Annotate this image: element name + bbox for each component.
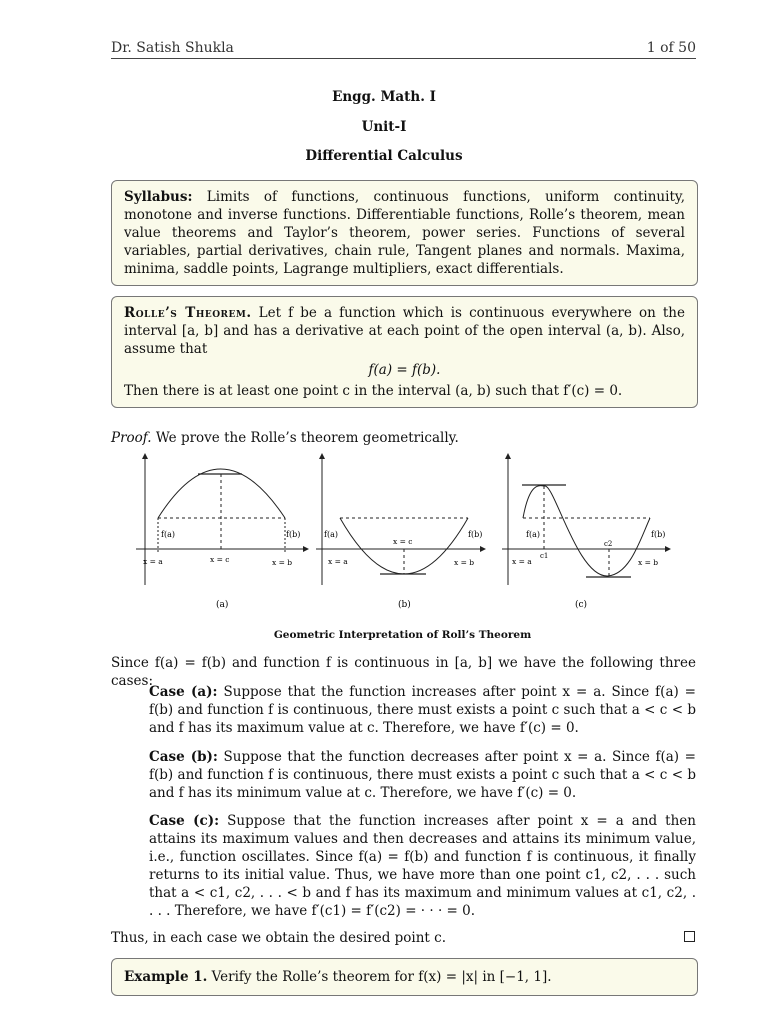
- panel-b-label: (b): [398, 600, 411, 610]
- syllabus-box: [111, 180, 698, 286]
- case-a: [149, 683, 696, 737]
- unit-title: Unit-I: [361, 119, 407, 135]
- theorem-equation: f(a) = f(b).: [368, 362, 441, 378]
- topic-title: Differential Calculus: [305, 148, 463, 164]
- header-page-number: 1 of 50: [646, 40, 696, 56]
- figure-panel-b: [316, 454, 485, 610]
- panel-c-c1-label: c1: [540, 552, 549, 560]
- case-c-label: Case (c):: [149, 813, 220, 829]
- panel-c-c2-label: c2: [604, 540, 613, 548]
- theorem-box: [111, 296, 698, 408]
- example-label: Example 1.: [124, 969, 208, 985]
- theorem-text: Let f be a function which is continuous everywhere on the interval [a, b] and has a derivative at each point of the open interval (a, b). Also, assume that: [124, 305, 685, 357]
- panel-a-xb-label: x = b: [272, 558, 293, 567]
- example-text: Verify the Rolle’s theorem for f(x) = |x| in [−1, 1].: [211, 969, 552, 985]
- panel-c-fb-label: f(b): [651, 530, 666, 539]
- panel-c-curve: [523, 486, 650, 576]
- case-a-label: Case (a):: [149, 684, 218, 700]
- panel-b-xc-label: x = c: [393, 537, 413, 546]
- proof-line: [111, 430, 459, 446]
- proof-text: We prove the Rolle’s theorem geometrically.: [155, 430, 459, 446]
- panel-a-fa-label: f(a): [161, 530, 175, 539]
- qed-square: [684, 931, 695, 942]
- case-b-text: Suppose that the function decreases after point x = a. Since f(a) = f(b) and function f is continuous, there must exists a point c such that a < c < b and f has its minimum value at c. Therefore, we have f′(c) = 0.: [149, 749, 696, 801]
- panel-a-fb-label: f(b): [286, 530, 301, 539]
- figure-panel-c: [502, 454, 670, 610]
- panel-c-fa-label: f(a): [526, 530, 540, 539]
- panel-a-xc-label: x = c: [210, 555, 230, 564]
- rolle-figure: [130, 450, 675, 618]
- course-title: Engg. Math. I: [332, 89, 436, 105]
- header-rule: [111, 58, 696, 59]
- theorem-name: Rolle’s Theorem.: [124, 305, 252, 321]
- panel-a-label: (a): [216, 600, 229, 610]
- case-b-label: Case (b):: [149, 749, 218, 765]
- case-a-text: Suppose that the function increases after point x = a. Since f(a) = f(b) and function f is continuous, there must exists a point c such that a < c < b and f has its maximum value at c. Therefore, we have f′(c) = 0.: [149, 684, 696, 736]
- syllabus-text: Limits of functions, continuous functions, uniform continuity, monotone and inverse functions. Differentiable functions, Rolle’s theorem, mean value theorems and Taylor’s theorem, power series. Functions of several variables, partial derivatives, chain rule, Tangent planes and normals. Maxima, minima, saddle points, Lagrange multipliers, exact differentials.: [124, 189, 685, 277]
- figure-caption: Geometric Interpretation of Roll’s Theorem: [273, 629, 532, 641]
- syllabus-label: Syllabus:: [124, 189, 193, 205]
- panel-b-fb-label: f(b): [468, 530, 483, 539]
- example-box: [111, 958, 698, 996]
- panel-c-label: (c): [575, 600, 588, 610]
- panel-c-xb-label: x = b: [638, 558, 659, 567]
- case-c-text: Suppose that the function increases after point x = a and then attains its maximum values and then decreases and attains its minimum value, i.e., function oscillates. Since f(a) = f(b) and function f is continuous, it finally returns to its initial value. Thus, we have more than one point c1, c2, . . . such that a < c1, c2, . . . < b and f has its maximum and minimum values at c1, c2, . . . . Therefore, we have f′(c1) = f′(c2) = · · · = 0.: [149, 813, 696, 919]
- case-c: [149, 812, 696, 920]
- header-author: Dr. Satish Shukla: [111, 40, 234, 56]
- panel-b-fa-label: f(a): [324, 530, 338, 539]
- panel-c-xa-label: x = a: [512, 557, 532, 566]
- intro-paragraph: Since f(a) = f(b) and function f is continuous in [a, b] we have the following three cases:: [111, 655, 696, 689]
- case-b: [149, 748, 696, 802]
- theorem-conclusion: Then there is at least one point c in the interval (a, b) such that f′(c) = 0.: [124, 383, 623, 399]
- panel-b-xb-label: x = b: [454, 558, 475, 567]
- panel-a-xa-label: x = a: [143, 557, 163, 566]
- conclusion-paragraph: Thus, in each case we obtain the desired point c.: [111, 930, 446, 946]
- panel-b-xa-label: x = a: [328, 557, 348, 566]
- proof-label: Proof.: [111, 430, 152, 446]
- panel-b-curve: [340, 518, 468, 574]
- figure-panel-a: [136, 454, 308, 610]
